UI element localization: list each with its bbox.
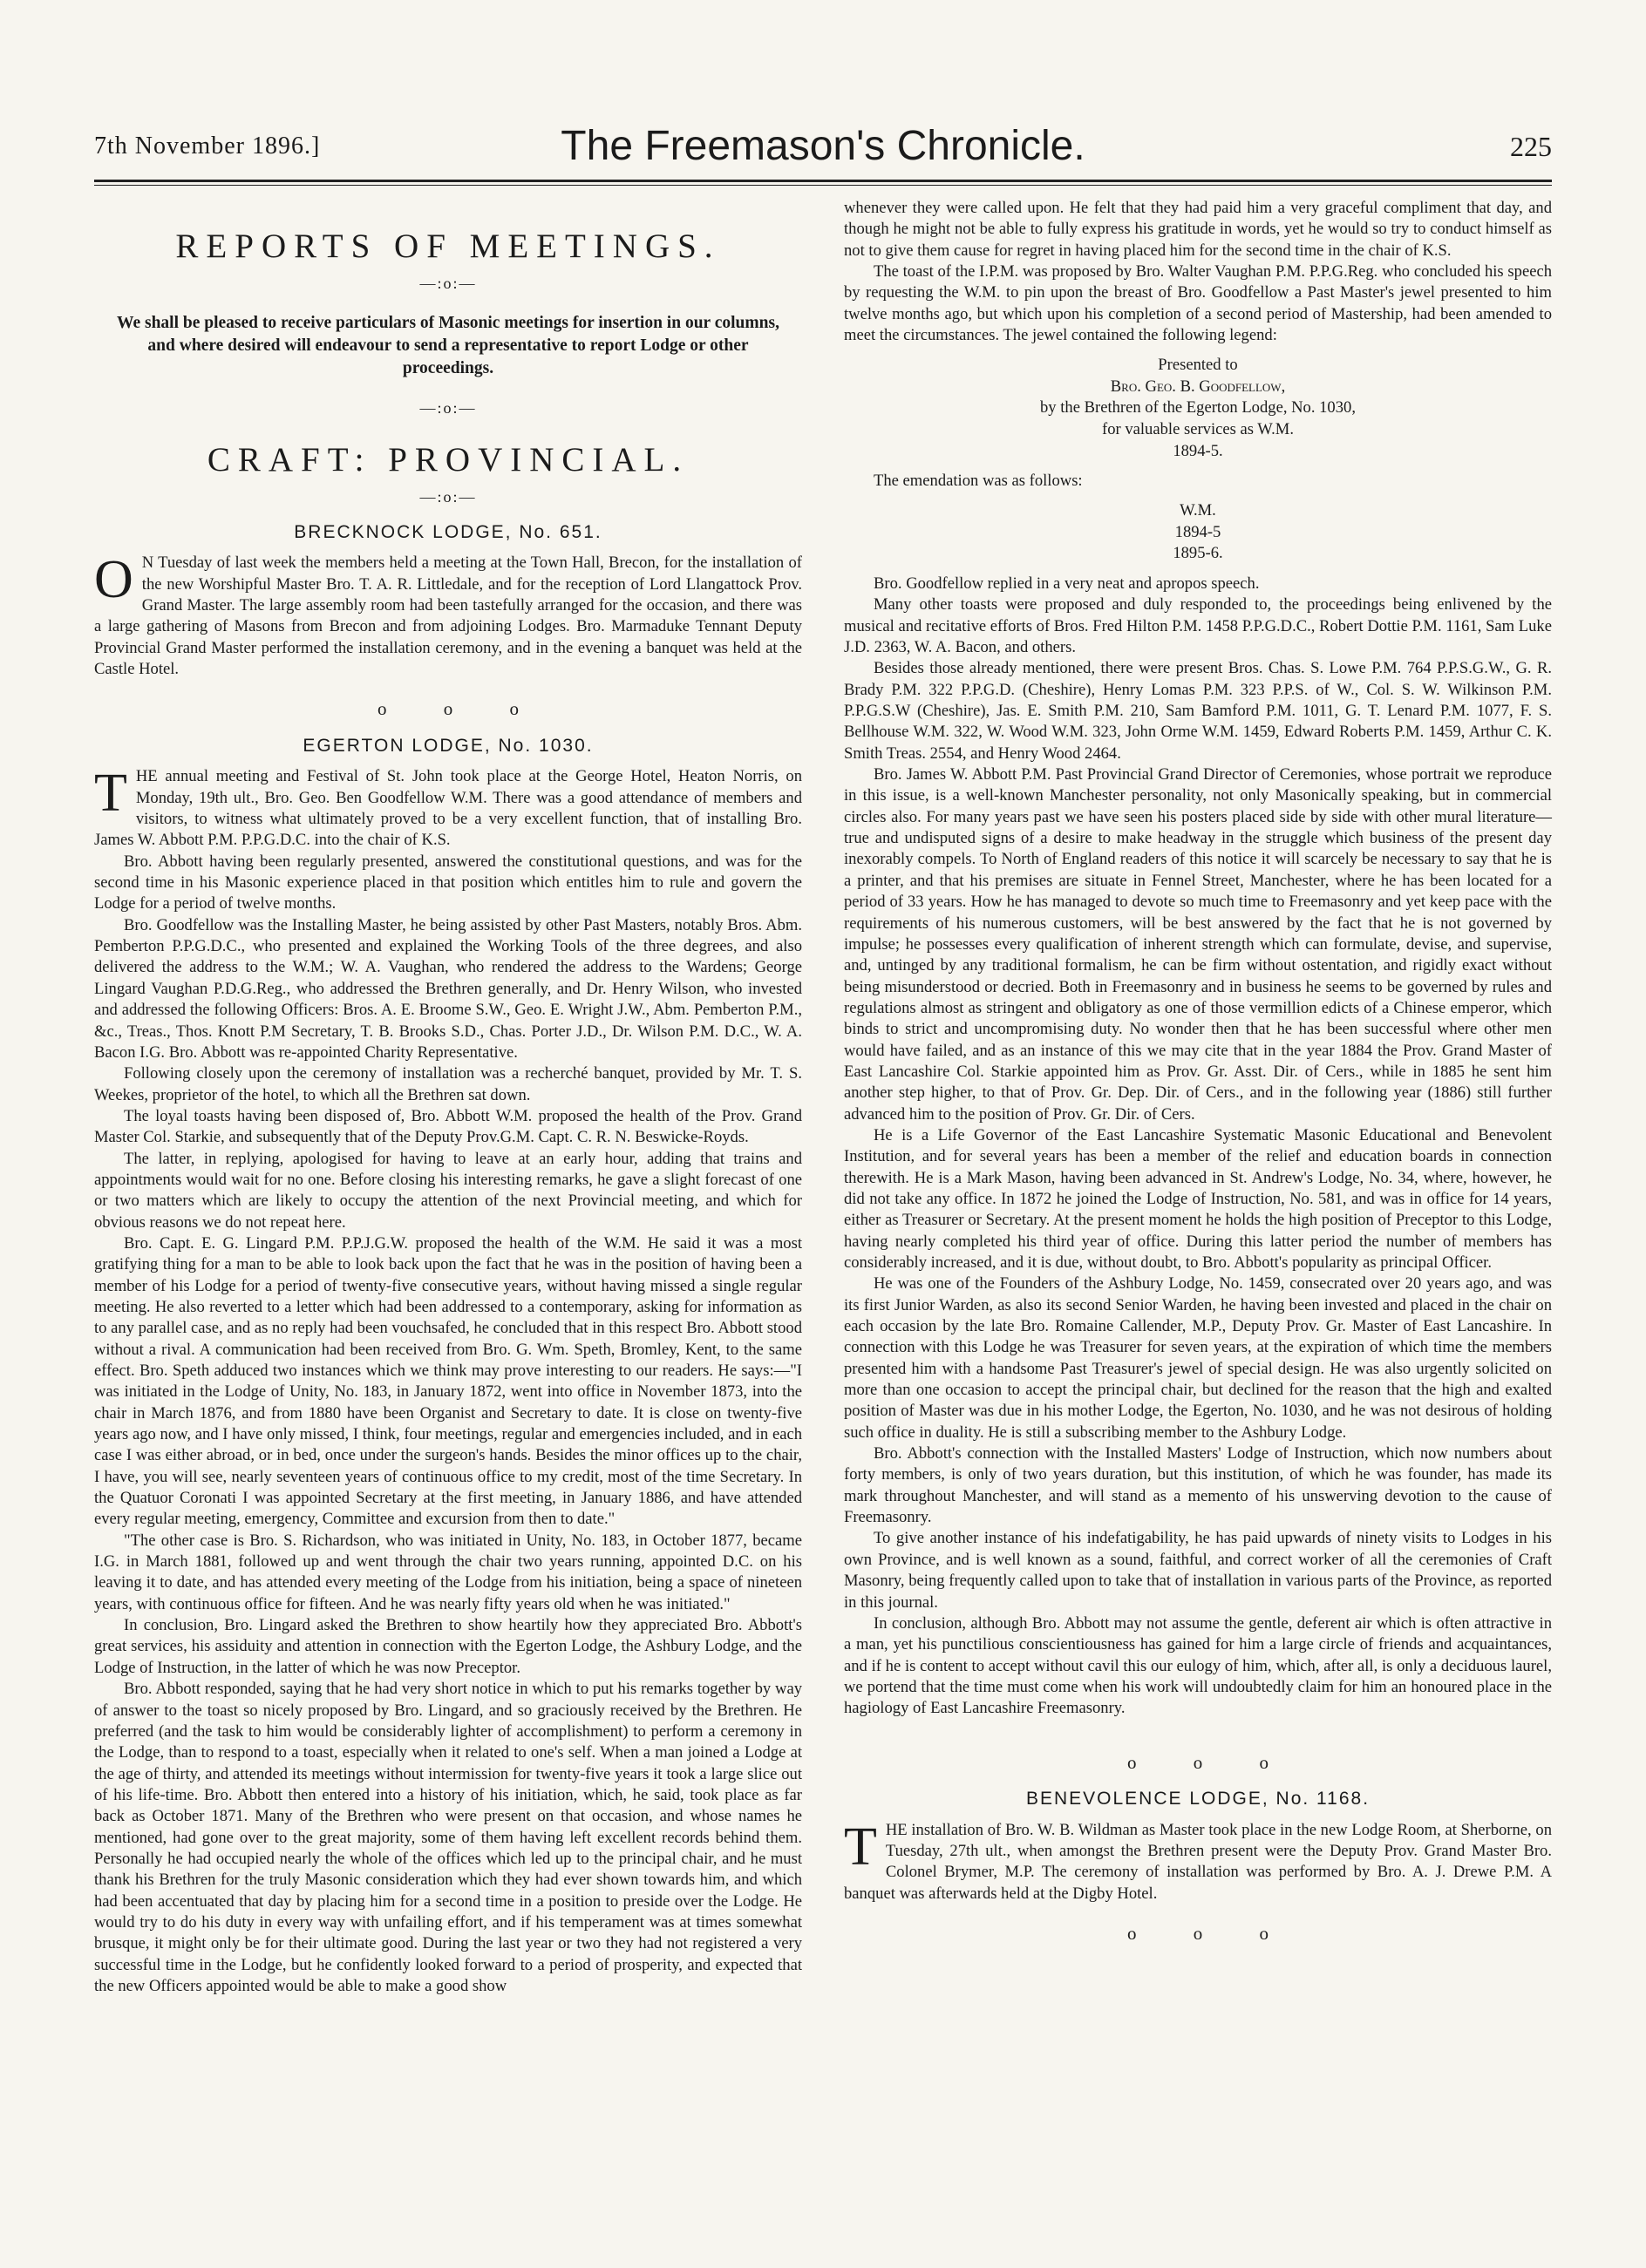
egerton-paragraph: The latter, in replying, apologised for having to leave at an early hour, adding that trains and appointments would wait for no one. Before closing his interesting remarks, he gave a slight forecast of one or two matters which are likely to occupy the attention of the next Provincial meeting, and which for obvious reasons we do not repeat here.	[94, 1149, 802, 1232]
craft-provincial-title: CRAFT: PROVINCIAL.	[207, 441, 690, 479]
brecknock-heading: BRECKNOCK LODGE, No. 651.	[294, 521, 602, 542]
emendation-intro: The emendation was as follows:	[874, 472, 1083, 491]
emendation-line: 1894-5	[1174, 522, 1221, 541]
article-paragraph: Bro. Goodfellow replied in a very neat and apropos speech.	[874, 574, 1260, 593]
legend-line: Bro. Geo. B. Goodfellow,	[1110, 377, 1286, 396]
ornament-divider: o o o	[1127, 1922, 1269, 1944]
ornament-divider: o o o	[1127, 1751, 1269, 1773]
jewel-legend	[844, 355, 1552, 462]
separator: —:o:—	[419, 398, 477, 417]
article-paragraph: He is a Life Governor of the East Lancashire Systematic Masonic Educational and Benevolent Institution, and for several years has been a member of the relief and education boards in connection therewith. He is a Mark Mason, having been advanced in St. Andrew's Lodge, No. 34, where, however, he did not take any office. In 1872 he joined the Lodge of Instruction, No. 581, and was in office for 14 years, either as Treasurer or Secretary. At the present moment he holds the high position of Preceptor to this Lodge, having nearly completed his third year of office. During this latter period the number of members has considerably increased, and it is due, without doubt, to Bro. Abbott's popularity as principal Officer.	[844, 1125, 1552, 1272]
drop-cap: O	[94, 550, 133, 610]
emendation	[844, 500, 1552, 565]
benevolence-paragraph: THE installation of Bro. W. B. Wildman as Master took place in the new Lodge Room, at Sherborne, on Tuesday, 27th ult., when amongst the Brethren present were the Deputy Prov. Grand Master Bro. Colonel Brymer, M.P. The ceremony of installation was performed by Bro. A. J. Drewe P.M. A banquet was afterwards held at the Digby Hotel.	[844, 1816, 1552, 1903]
egerton-paragraph: Bro. Abbott responded, saying that he had very short notice in which to put his remarks together by way of answer to the toast so nicely proposed by Bro. Lingard, and so graciously received by the Brethren. He preferred (and the task to him would be considerably lighter of accomplishment) to perform a ceremony in the Lodge, than to respond to a toast, especially when it related to one's self. When a man joined a Lodge at the age of thirty, and attended its meetings without intermission for twenty-five years it took a large slice out of his life-time. Bro. Abbott then entered into a history of his initiation, which, he said, took place as far back as October 1871. Many of the Brethren who were present on that occasion, and whose names he mentioned, had gone over to the great majority, some of them having left excellent records behind them. Personally he had occupied nearly the whole of the offices which led up to the principal chair, and he must thank his Brethren for the truly Masonic consideration which they had ever shown towards him, and which had been accentuated that day by placing him for a second time in a position to preside over the Lodge. He would try to do his duty in every way with unfailing effort, and if his temperament was at times somewhat brusque, it might only be for their ultimate good. During the last year or two they had not registered a very successful time in the Lodge, but he confidently looked forward to a period of prosperity, and expected that the new Officers appointed would be able to make a good show	[94, 1680, 802, 1995]
benevolence-heading: BENEVOLENCE LODGE, No. 1168.	[1025, 1789, 1371, 1810]
drop-cap: T	[94, 764, 127, 824]
continued-paragraph: whenever they were called upon. He felt that they had paid him a very graceful compliment that day, and though he might not be able to fully express his gratitude in words, yet he would so try to conduct himself as not to give them cause for regret in having placed him for the second time in the chair of K.S.	[844, 199, 1552, 260]
egerton-paragraph: Bro. Abbott having been regularly presented, answered the constitutional questions, and was for the second time in his Masonic experience placed in that position which entitles him to rule and govern the Lodge for a period of twelve months.	[94, 852, 802, 913]
article-paragraph: To give another instance of his indefatigability, he has paid upwards of ninety visits to Lodges in his own Province, and is well known as a sound, faithful, and correct worker of all the ceremonies of Craft Masonry, being frequently called upon to take that of installation in various parts of the Province, as reported in this journal.	[844, 1529, 1552, 1612]
legend-line: 1894-5.	[1173, 441, 1223, 460]
legend-line: by the Brethren of the Egerton Lodge, No. 1030,	[1040, 398, 1356, 418]
brecknock-paragraph: O N Tuesday of last week the members held a meeting at the Town Hall, Brecon, for the installation of the new Worshipful Master Bro. T. A. R. Littledale, and for the reception of Lord Llangattock Prov. Grand Master. The large assembly room had been tastefully arranged for the occasion, and there was a large gathering of Masons from Brecon and from adjoining Lodges. Bro. Marmaduke Tennant Deputy Provincial Grand Master performed the installation ceremony, and in the evening a banquet was held at the Castle Hotel.	[94, 550, 802, 679]
egerton-paragraph-first: THE annual meeting and Festival of St. John took place at the George Hotel, Heaton Norris, on Monday, 19th ult., Bro. Geo. Ben Goodfellow W.M. There was a good attendance of members and visitors, to witness what ultimately proved to be a very excellent function, that of installing Bro. James W. Abbott P.M. P.P.G.D.C. into the chair of K.S.	[94, 764, 802, 850]
egerton-paragraph: "The other case is Bro. S. Richardson, who was initiated in Unity, No. 183, in October 1877, became I.G. in March 1881, followed up and went through the chair two years running, appointed D.C. on his leaving it to date, and has attended every meeting of the Lodge from his initiation, being a space of nineteen years, with continuous office for fifteen. And he was nearly fifty years old when he was initiated."	[94, 1531, 802, 1613]
egerton-paragraph: The loyal toasts having been disposed of, Bro. Abbott W.M. proposed the health of the Prov. Grand Master Col. Starkie, and subsequently that of the Deputy Prov.G.M. Capt. C. R. N. Beswicke-Royds.	[94, 1106, 802, 1147]
drop-cap: T	[844, 1816, 877, 1877]
article-paragraph: Besides those already mentioned, there were present Bros. Chas. S. Lowe P.M. 764 P.P.S.G.W., G. R. Brady P.M. 322 P.P.G.D. (Cheshire), Henry Lomas P.M. 323 P.P.S. of W., Col. S. W. Wilkinson P.M. P.P.G.S.W (Cheshire), Jas. E. Smith P.M. 210, Sam Bamford P.M. 1011, G. T. Lenard P.M. 1077, F. S. Bellhouse W.M. 322, W. Wood W.M. 323, John Orme W.M. 1459, Edward Roberts P.M. 1459, Arthur C. K. Smith Treas. 2554, and Henry Wood 2464.	[844, 659, 1552, 763]
article-paragraph: Many other toasts were proposed and duly responded to, the proceedings being enlivened by the musical and recitative efforts of Bros. Fred Hilton P.M. 1458 P.P.G.D.C., Robert Dottie P.M. 1161, Sam Luke J.D. 2363, W. A. Bacon, and others.	[844, 595, 1552, 657]
separator: —:o:—	[419, 488, 477, 506]
article-paragraph: Bro. James W. Abbott P.M. Past Provincial Grand Director of Ceremonies, whose portrait we reproduce in this issue, is a well-known Manchester personality, not only Masonically speaking, but in commercial circles also. For many years past we have seen his posters placed side by side with other mural literature—true and undisputed signs of a desire to make headway in the struggle which business of the present day inexorably compels. To North of England readers of this notice it will scarcely be necessary to say that he is a printer, and that his premises are situate in Fennel Street, Manchester, where he has been located for a period of 33 years. How he has managed to devote so much time to Freemasonry and yet keep pace with the requirements of his numerous customers, will be best answered by the fact that he is not governed by impulse; he possesses every qualification of inherent strength which can formulate, devise, and supervise, and, untinged by any traditional formalism, he can be firm without ostentation, and rigidly exact without being misunderstood or decried. Both in Freemasonry and in business he seems to be governed by rules and regulations almost as stringent and obligatory as one of those vermillion edicts of a Chinese emperor, which binds to strict and uncompromising duty. No wonder then that he has been successful where other men would have failed, and as an instance of this we may cite that in the year 1884 the Prov. Grand Master of East Lancashire Col. Starkie appointed him as Prov. Gr. Asst. Dir. of Cers., while in 1885 he sent him another step higher, to that of Prov. Gr. Dep. Dir. of Cers., and in the following year (1886) still further advanced him to the position of Prov. Gr. Dir. of Cers.	[844, 765, 1552, 1124]
masthead-rule	[94, 180, 1552, 186]
section-title: REPORTS OF MEETINGS.	[175, 227, 721, 265]
egerton-paragraph: In conclusion, Bro. Lingard asked the Brethren to show heartily how they appreciated Bro. Abbott's great services, his assiduity and attention in connection with the Egerton Lodge, the Ashbury Lodge, and the Lodge of Instruction, in the latter of which he was now Preceptor.	[94, 1616, 802, 1677]
egerton-paragraph: Following closely upon the ceremony of installation was a recherché banquet, provided by Mr. T. S. Weekes, proprietor of the hotel, to which all the Brethren sat down.	[94, 1064, 802, 1104]
article-paragraph: Bro. Abbott's connection with the Installed Masters' Lodge of Instruction, which now numbers about forty members, is only of two years duration, but this institution, of which he was founder, has made its mark throughout Manchester, and will stand as a memento of his unswerving devotion to the cause of Freemasonry.	[844, 1444, 1552, 1527]
emendation-line: 1895-6.	[1173, 544, 1223, 563]
publication-title: The Freemason's Chronicle.	[561, 123, 1085, 169]
emendation-line: W.M.	[1180, 501, 1216, 520]
article-paragraph: He was one of the Founders of the Ashbury Lodge, No. 1459, consecrated over 20 years ago, and was its first Junior Warden, as also its second Senior Warden, he having been invested and placed in the chair on each occasion by the late Bro. Romaine Callender, M.P., Deputy Prov. Gr. Master of East Lancashire. In connection with this Lodge he was Treasurer for seven years, at the expiration of which time the members presented him with a handsome Past Treasurer's jewel of special design. He was also urgently solicited on more than one occasion to accept the principal chair, but declined for the reason that the high and exalted position of Master was due in his mother Lodge, the Egerton, No. 1030, and he was not desirous of holding such office in duality. He is still a subscribing member to the Ashbury Lodge.	[844, 1274, 1552, 1442]
page-number: 225	[1510, 131, 1552, 162]
egerton-paragraph: Bro. Goodfellow was the Installing Master, he being assisted by other Past Masters, notably Bros. Abm. Pemberton P.P.G.D.C., who presented and explained the Working Tools of the three degrees, and also delivered the address to the W.M.; W. A. Vaughan, who rendered the address to the Wardens; George Lingard Vaughan P.D.G.Reg., who addressed the Brethren generally, and Dr. Henry Wilson, who invested and addressed the following Officers: Bros. A. E. Broome S.W., Geo. E. Wright J.W., Abm. Pemberton P.M., &c., Treas., Thos. Knott P.M Secretary, T. B. Brooks S.D., Chas. Porter J.D., Dr. Wilson P.M. D.C., W. A. Bacon I.G. Bro. Abbott was re-appointed Charity Representative.	[94, 915, 802, 1062]
legend-line: Presented to	[1158, 356, 1238, 375]
issue-date: 7th November 1896.]	[94, 132, 321, 160]
egerton-heading: EGERTON LODGE, No. 1030.	[303, 735, 594, 756]
ornament-divider: o o o	[377, 698, 519, 720]
left-column	[94, 198, 802, 1997]
editorial-notice: We shall be pleased to receive particulars of Masonic meetings for insertion in our columns, and where desired will endeavour to send a representative to report Lodge or other proceedings.	[117, 313, 779, 378]
right-column	[844, 198, 1552, 1997]
egerton-paragraph: Bro. Capt. E. G. Lingard P.M. P.P.J.G.W. proposed the health of the W.M. He said it was a most gratifying thing for a man to be able to look back upon the fact that he was in the position of having been a member of his Lodge for a period of twenty-five consecutive years, without having missed a single regular meeting. He also reverted to a letter which had been addressed to a contemporary, asking for information as to any parallel case, and as no reply had been vouchsafed, he concluded that in this respect Bro. Abbott stood without a rival. A communication had been received from Bro. G. Wm. Speth, Bromley, Kent, to the same effect. Bro. Speth adduced two instances which we think may prove interesting to our readers. He says:—"I was initiated in the Lodge of Unity, No. 183, in January 1872, went into office in November 1873, into the chair in March 1876, and from 1880 have been Organist and Secretary to date. It is close on twenty-five years ago now, and I have only missed, I think, four meetings, regular and emergencies included, and in each case I was either abroad, or in bed, once under the surgeon's hands. Besides the minor offices up to the chair, I have, you will see, nearly seventeen years of continuous office to my credit, most of the time Secretary. In the Quatuor Coronati I was appointed Secretary at the first meeting, in January 1886, and have attended every regular meeting, emergency, Committee and excursion from then to date."	[94, 1233, 802, 1529]
continued-paragraph: The toast of the I.P.M. was proposed by Bro. Walter Vaughan P.M. P.P.G.Reg. who concluded his speech by requesting the W.M. to pin upon the breast of Bro. Goodfellow a Past Master's jewel presented to him twelve months ago, but which upon his completion of a second period of Mastership, had been amended to meet the circumstances. The jewel contained the following legend:	[844, 262, 1552, 345]
masthead	[94, 122, 1552, 176]
separator: —:o:—	[419, 275, 477, 293]
legend-line: for valuable services as W.M.	[1102, 420, 1294, 438]
article-paragraph: In conclusion, although Bro. Abbott may not assume the gentle, deferent air which is often attractive in a man, yet his punctilious conscientiousness has gained for him a large circle of friends and acquaintances, and if he is content to accept without cavil this our eulogy of him, which, after all, is only a deciduous laurel, we portend that the time must come when his work will undoubtedly claim for him an honoured place in the hagiology of East Lancashire Freemasonry.	[844, 1613, 1552, 1718]
